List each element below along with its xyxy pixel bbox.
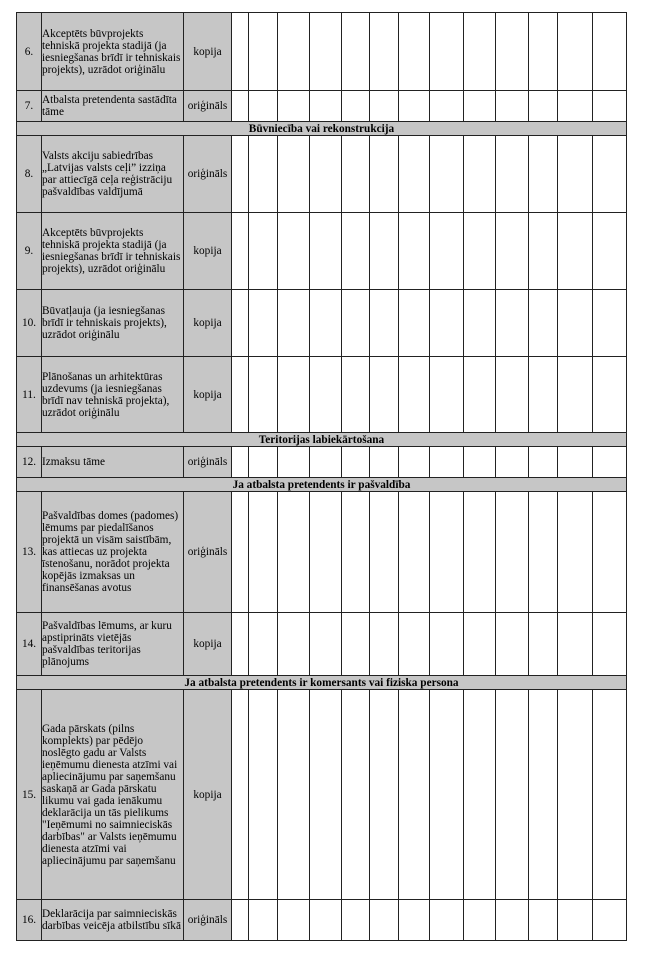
empty-cell [232, 91, 249, 122]
empty-cell [558, 357, 593, 433]
empty-cell [399, 357, 430, 433]
empty-cell [249, 136, 278, 213]
empty-cell [370, 492, 399, 613]
row-number: 12. [17, 447, 42, 478]
empty-cell [342, 447, 370, 478]
empty-cell [558, 690, 593, 900]
empty-cell [464, 357, 496, 433]
document-type: kopija [184, 357, 232, 433]
empty-cell [249, 357, 278, 433]
empty-cell [342, 290, 370, 357]
empty-cell [430, 613, 464, 676]
document-description: Atbalsta pretendenta sastādīta tāme [42, 91, 184, 122]
row-number: 6. [17, 13, 42, 91]
document-type: oriģināls [184, 136, 232, 213]
empty-cell [464, 900, 496, 941]
empty-cell [342, 213, 370, 290]
table-row [17, 213, 627, 290]
empty-cell [342, 357, 370, 433]
empty-cell [232, 290, 249, 357]
section-title: Ja atbalsta pretendents ir pašvaldība [17, 478, 627, 492]
empty-cell [593, 900, 627, 941]
empty-cell [370, 690, 399, 900]
empty-cell [496, 492, 529, 613]
empty-cell [558, 13, 593, 91]
empty-cell [464, 690, 496, 900]
empty-cell [593, 357, 627, 433]
empty-cell [464, 613, 496, 676]
section-header-row [17, 478, 627, 492]
empty-cell [399, 91, 430, 122]
document-description: Akceptēts būvprojekts tehniskā projekta stadijā (ja iesniegšanas brīdī ir tehniskais projekts), uzrādot oriģinālu [42, 13, 184, 91]
empty-cell [399, 900, 430, 941]
empty-cell [232, 13, 249, 91]
empty-cell [278, 690, 310, 900]
empty-cell [342, 136, 370, 213]
row-number: 10. [17, 290, 42, 357]
empty-cell [558, 136, 593, 213]
document-description: Gada pārskats (pilns komplekts) par pēdējo noslēgto gadu ar Valsts ieņēmumu dienesta atzīmi vai apliecinājumu par saņemšanu saskaņā ar Gada pārskatu likumu vai gada ienākumu deklarācija un tās pielikums "Ieņēmumi no saimnieciskās darbības" ar Valsts ieņēmumu dienesta atzīmi vai apliecinājumu par saņemšanu [42, 690, 184, 900]
row-number: 13. [17, 492, 42, 613]
empty-cell [342, 91, 370, 122]
empty-cell [342, 690, 370, 900]
empty-cell [558, 900, 593, 941]
empty-cell [430, 492, 464, 613]
empty-cell [496, 357, 529, 433]
empty-cell [496, 290, 529, 357]
empty-cell [278, 492, 310, 613]
empty-cell [232, 613, 249, 676]
empty-cell [370, 213, 399, 290]
document-checklist-table [16, 12, 627, 941]
empty-cell [430, 447, 464, 478]
empty-cell [496, 136, 529, 213]
empty-cell [278, 447, 310, 478]
empty-cell [558, 290, 593, 357]
table-row [17, 447, 627, 478]
section-header-row [17, 676, 627, 690]
table-row [17, 357, 627, 433]
empty-cell [496, 213, 529, 290]
empty-cell [399, 13, 430, 91]
empty-cell [278, 213, 310, 290]
document-type: oriģināls [184, 492, 232, 613]
empty-cell [278, 900, 310, 941]
row-number: 8. [17, 136, 42, 213]
empty-cell [310, 290, 342, 357]
document-type: oriģināls [184, 900, 232, 941]
empty-cell [593, 447, 627, 478]
empty-cell [399, 136, 430, 213]
empty-cell [558, 447, 593, 478]
section-header-row [17, 122, 627, 136]
row-number: 11. [17, 357, 42, 433]
empty-cell [249, 613, 278, 676]
empty-cell [496, 447, 529, 478]
empty-cell [278, 91, 310, 122]
empty-cell [310, 357, 342, 433]
empty-cell [278, 613, 310, 676]
empty-cell [430, 690, 464, 900]
empty-cell [232, 447, 249, 478]
empty-cell [399, 613, 430, 676]
empty-cell [310, 447, 342, 478]
empty-cell [342, 492, 370, 613]
empty-cell [593, 136, 627, 213]
empty-cell [399, 213, 430, 290]
empty-cell [249, 91, 278, 122]
empty-cell [496, 613, 529, 676]
table-row [17, 690, 627, 900]
section-title: Teritorijas labiekārtošana [17, 433, 627, 447]
empty-cell [249, 290, 278, 357]
empty-cell [529, 447, 558, 478]
empty-cell [342, 613, 370, 676]
section-title: Ja atbalsta pretendents ir komersants vai fiziska persona [17, 676, 627, 690]
table-row [17, 492, 627, 613]
empty-cell [529, 290, 558, 357]
empty-cell [496, 900, 529, 941]
document-type: kopija [184, 213, 232, 290]
empty-cell [430, 13, 464, 91]
empty-cell [232, 492, 249, 613]
empty-cell [430, 290, 464, 357]
table-row [17, 13, 627, 91]
document-type: kopija [184, 13, 232, 91]
empty-cell [529, 213, 558, 290]
empty-cell [464, 13, 496, 91]
document-description: Akceptēts būvprojekts tehniskā projekta stadijā (ja iesniegšanas brīdī ir tehniskais projekts), uzrādot oriģinālu [42, 213, 184, 290]
empty-cell [310, 690, 342, 900]
empty-cell [399, 447, 430, 478]
empty-cell [558, 492, 593, 613]
empty-cell [310, 91, 342, 122]
empty-cell [370, 447, 399, 478]
document-description: Izmaksu tāme [42, 447, 184, 478]
empty-cell [593, 492, 627, 613]
empty-cell [529, 91, 558, 122]
empty-cell [278, 290, 310, 357]
row-number: 7. [17, 91, 42, 122]
empty-cell [430, 357, 464, 433]
empty-cell [370, 357, 399, 433]
empty-cell [232, 690, 249, 900]
document-type: kopija [184, 690, 232, 900]
empty-cell [249, 492, 278, 613]
empty-cell [249, 13, 278, 91]
empty-cell [593, 290, 627, 357]
document-type: oriģināls [184, 447, 232, 478]
empty-cell [496, 13, 529, 91]
empty-cell [370, 136, 399, 213]
empty-cell [249, 447, 278, 478]
empty-cell [399, 492, 430, 613]
empty-cell [464, 290, 496, 357]
document-description: Būvatļauja (ja iesniegšanas brīdī ir tehniskais projekts), uzrādot oriģinālu [42, 290, 184, 357]
section-header-row [17, 433, 627, 447]
empty-cell [496, 690, 529, 900]
empty-cell [232, 357, 249, 433]
table-row [17, 91, 627, 122]
empty-cell [232, 136, 249, 213]
empty-cell [464, 136, 496, 213]
empty-cell [496, 91, 529, 122]
empty-cell [342, 900, 370, 941]
empty-cell [399, 290, 430, 357]
row-number: 15. [17, 690, 42, 900]
empty-cell [278, 357, 310, 433]
empty-cell [464, 447, 496, 478]
empty-cell [310, 13, 342, 91]
empty-cell [593, 613, 627, 676]
empty-cell [529, 690, 558, 900]
empty-cell [249, 690, 278, 900]
document-description: Deklarācija par saimnieciskās darbības veicēja atbilstību sīkā [42, 900, 184, 941]
empty-cell [593, 13, 627, 91]
empty-cell [464, 213, 496, 290]
empty-cell [529, 357, 558, 433]
empty-cell [310, 492, 342, 613]
document-description: Plānošanas un arhitektūras uzdevums (ja iesniegšanas brīdī nav tehniskā projekta), uzrādot oriģinālu [42, 357, 184, 433]
table-row [17, 136, 627, 213]
empty-cell [558, 91, 593, 122]
empty-cell [593, 690, 627, 900]
row-number: 16. [17, 900, 42, 941]
document-type: oriģināls [184, 91, 232, 122]
row-number: 9. [17, 213, 42, 290]
empty-cell [529, 136, 558, 213]
document-type: kopija [184, 613, 232, 676]
empty-cell [529, 13, 558, 91]
empty-cell [529, 900, 558, 941]
empty-cell [370, 613, 399, 676]
empty-cell [464, 492, 496, 613]
empty-cell [399, 690, 430, 900]
empty-cell [430, 91, 464, 122]
empty-cell [310, 213, 342, 290]
document-description: Valsts akciju sabiedrības „Latvijas valsts ceļi” izziņa par attiecīgā ceļa reģistrāciju pašvaldības valdījumā [42, 136, 184, 213]
empty-cell [558, 613, 593, 676]
table-row [17, 290, 627, 357]
empty-cell [370, 91, 399, 122]
empty-cell [232, 900, 249, 941]
empty-cell [370, 13, 399, 91]
empty-cell [310, 900, 342, 941]
empty-cell [249, 900, 278, 941]
empty-cell [310, 613, 342, 676]
empty-cell [430, 213, 464, 290]
empty-cell [232, 213, 249, 290]
empty-cell [310, 136, 342, 213]
empty-cell [529, 613, 558, 676]
table-row [17, 900, 627, 941]
empty-cell [249, 213, 278, 290]
empty-cell [278, 13, 310, 91]
empty-cell [342, 13, 370, 91]
empty-cell [593, 213, 627, 290]
empty-cell [278, 136, 310, 213]
table-row [17, 613, 627, 676]
document-description: Pašvaldības lēmums, ar kuru apstiprināts vietējās pašvaldības teritorijas plānojums [42, 613, 184, 676]
empty-cell [430, 136, 464, 213]
empty-cell [430, 900, 464, 941]
section-title: Būvniecība vai rekonstrukcija [17, 122, 627, 136]
empty-cell [593, 91, 627, 122]
document-description: Pašvaldības domes (padomes) lēmums par piedalīšanos projektā un visām saistībām, kas attiecas uz projekta īstenošanu, norādot projekta kopējās izmaksas un finansēšanas avotus [42, 492, 184, 613]
row-number: 14. [17, 613, 42, 676]
document-type: kopija [184, 290, 232, 357]
empty-cell [529, 492, 558, 613]
empty-cell [370, 900, 399, 941]
empty-cell [370, 290, 399, 357]
empty-cell [464, 91, 496, 122]
empty-cell [558, 213, 593, 290]
